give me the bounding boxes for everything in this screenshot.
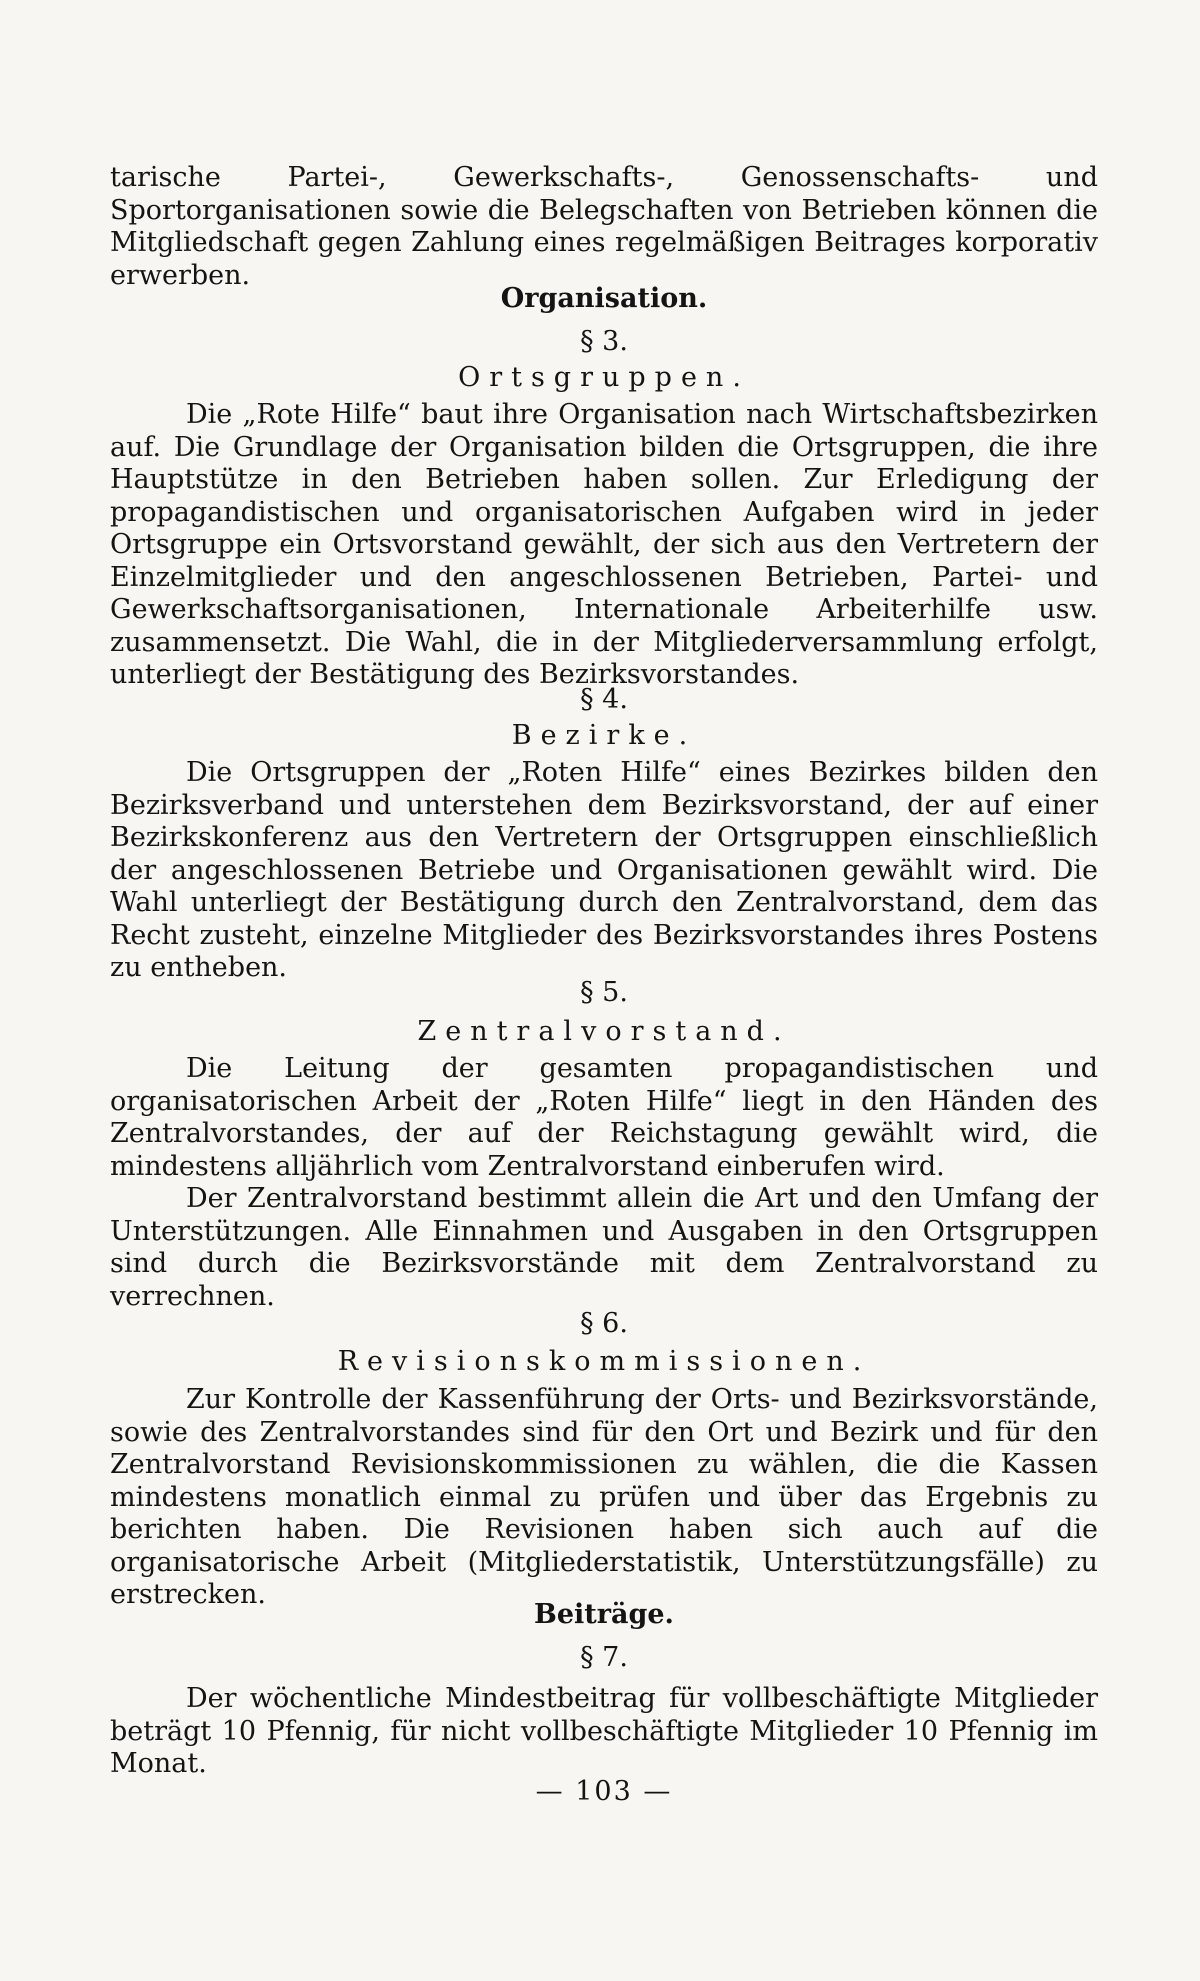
intro-text: tarische Partei-, Gewerkschafts-, Genossenschafts- und Sportorganisationen sowie die Belegschaften von Betrieben können die Mitgliedschaft gegen Zahlung eines regelmäßigen Beitrages korporativ erwerben. [110,162,1098,291]
beitraege-heading: Beiträge. [534,1599,674,1630]
section-4-title: Bezirke. [511,720,697,751]
section-3-body [110,399,1098,692]
section-7-body [110,1683,1098,1781]
section-6-text: Zur Kontrolle der Kassenführung der Orts- und Bezirksvorstände, sowie des Zentralvorstandes sind für den Ort und Bezirk und für den Zentralvorstand Revisionskommissionen zu wählen, die die Kassen mindestens monatlich einmal zu prüfen und über das Ergebnis zu berichten haben. Die Revisionen haben sich auch auf die organisatorische Arbeit (Mitgliederstatistik, Unterstützungsfälle) zu erstrecken. [110,1384,1098,1610]
section-6-title: Revisionskommissionen. [337,1346,871,1377]
section-5-text-2: Der Zentralvorstand bestimmt allein die Art und den Umfang der Unterstützungen. Alle Einnahmen und Ausgaben in den Ortsgruppen sind durch die Bezirksvorstände mit dem Zentralvorstand zu verrechnen. [110,1183,1098,1312]
section-7-text: Der wöchentliche Mindestbeitrag für vollbeschäftigte Mitglieder beträgt 10 Pfennig, für nicht vollbeschäftigte Mitglieder 10 Pfennig im Monat. [110,1683,1098,1779]
section-3-number: § 3. [580,326,628,357]
organisation-heading: Organisation. [500,283,708,314]
intro-paragraph [110,162,1098,292]
section-5-body [110,1053,1098,1313]
section-4-text: Die Ortsgruppen der „Roten Hilfe“ eines Bezirkes bilden den Bezirksverband und unterstehen dem Bezirksvorstand, der auf einer Bezirkskonferenz aus den Vertretern der Ortsgruppen einschließlich der angeschlossenen Betriebe und Organisationen gewählt wird. Die Wahl unterliegt der Bestätigung durch den Zentralvorstand, dem das Recht zusteht, einzelne Mitglieder des Bezirksvorstandes ihres Postens zu entheben. [110,757,1098,983]
section-4-body [110,757,1098,985]
section-6-body [110,1384,1098,1612]
section-3-title: Ortsgruppen. [458,362,750,393]
section-4-number: § 4. [580,684,628,715]
section-7-number: § 7. [580,1642,628,1673]
section-5-number: § 5. [580,977,628,1008]
page-number: — 103 — [535,1776,673,1807]
section-6-number: § 6. [580,1308,628,1339]
section-5-title: Zentralvorstand. [417,1016,791,1047]
section-3-text: Die „Rote Hilfe“ baut ihre Organisation nach Wirtschaftsbezirken auf. Die Grundlage der Organisation bilden die Ortsgruppen, die ihre Hauptstütze in den Betrieben haben sollen. Zur Erledigung der propagandistischen und organisatorischen Aufgaben wird in jeder Ortsgruppe ein Ortsvorstand gewählt, der sich aus den Vertretern der Einzelmitglieder und den angeschlossenen Betrieben, Partei- und Gewerkschaftsorganisationen, Internationale Arbeiterhilfe usw. zusammensetzt. Die Wahl, die in der Mitgliederversammlung erfolgt, unterliegt der Bestätigung des Bezirksvorstandes. [110,399,1098,690]
section-5-text-1: Die Leitung der gesamten propagandistischen und organisatorischen Arbeit der „Roten Hilfe“ liegt in den Händen des Zentralvorstandes, der auf der Reichstagung gewählt wird, die mindestens alljährlich vom Zentralvorstand einberufen wird. [110,1053,1098,1182]
